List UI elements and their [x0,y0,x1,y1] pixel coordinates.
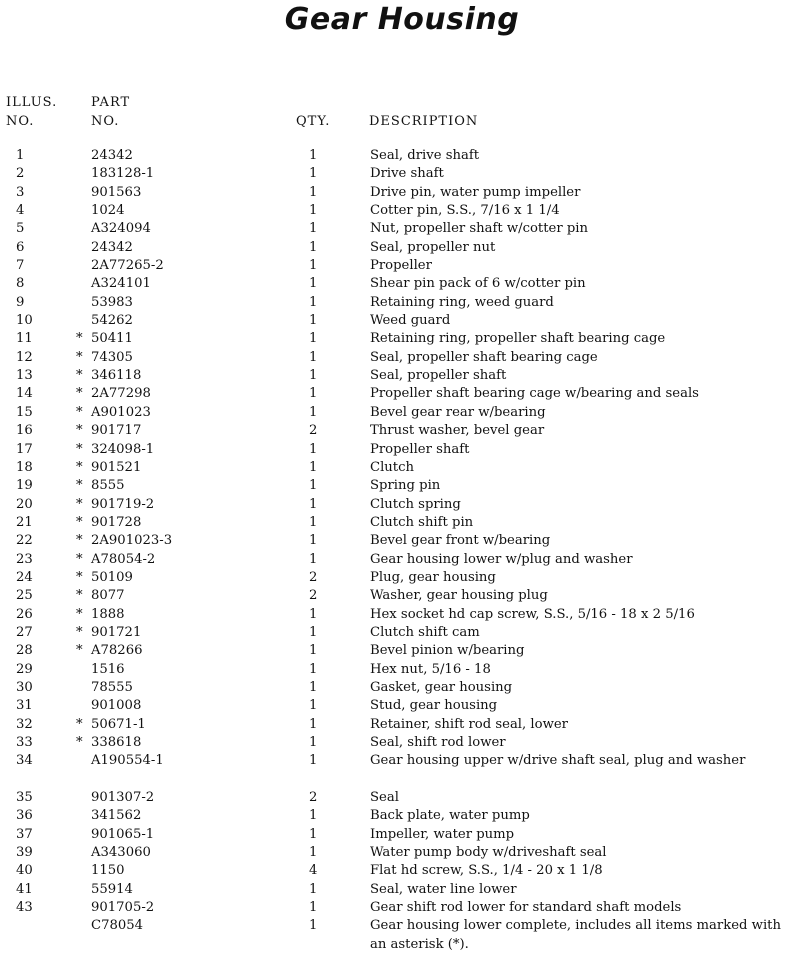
asterisk-mark: * [76,624,83,640]
description-cell: Back plate, water pump [370,808,530,824]
description-cell: Propeller [370,258,432,274]
qty-cell: 1 [309,918,318,934]
qty-cell: 1 [309,606,318,622]
illus-no-cell: 20 [16,496,33,512]
description-cell: Spring pin [370,478,441,494]
illus-no-cell: 17 [16,441,33,457]
illus-no-cell: 5 [16,221,25,237]
description-cell: Seal, propeller shaft bearing cage [370,349,598,365]
illus-no-cell: 4 [16,203,25,219]
qty-cell: 1 [309,753,318,769]
illus-no-cell: 26 [16,606,33,622]
part-no-cell: 901563 [91,184,142,200]
part-no-cell: 2A77265-2 [91,258,164,274]
table-row [0,367,804,385]
asterisk-mark: * [76,331,83,347]
part-no-cell: 901719-2 [91,496,155,512]
description-cell: Propeller shaft bearing cage w/bearing and seals [370,386,699,402]
illus-no-cell: 7 [16,258,25,274]
part-no-cell: 24342 [91,239,133,255]
part-no-cell: 338618 [91,735,142,750]
illus-no-cell: 32 [16,716,33,732]
description-cell: Thrust washer, bevel gear [370,423,545,439]
illus-no-cell: 3 [16,184,25,200]
part-no-cell: 901008 [91,698,142,714]
part-no-cell: 901521 [91,459,142,475]
table-row [0,862,804,880]
description-cell: Seal [370,790,399,806]
illus-no-cell: 13 [16,368,33,384]
part-no-cell: 324098-1 [91,441,155,457]
qty-cell: 1 [309,441,318,457]
header-illus-line1: ILLUS. [6,95,58,110]
header-part-no [91,93,130,131]
table-row [0,606,804,624]
description-cell: Flat hd screw, S.S., 1/4 - 20 x 1 1/8 [370,863,603,879]
qty-cell: 1 [309,881,318,897]
illus-no-cell: 30 [16,679,33,695]
asterisk-mark: * [76,735,83,750]
description-cell: Bevel gear rear w/bearing [370,404,546,420]
qty-cell: 1 [309,148,318,163]
part-no-cell: 901307-2 [91,790,155,806]
illus-no-cell: 12 [16,349,33,365]
description-cell: Cotter pin, S.S., 7/16 x 1 1/4 [370,203,560,219]
illus-no-cell: 2 [16,166,25,182]
table-row [0,477,804,495]
asterisk-mark: * [76,643,83,659]
part-no-cell: 901705-2 [91,900,155,916]
description-cell: Retaining ring, weed guard [370,294,554,310]
qty-cell: 1 [309,166,318,182]
description-cell: Seal, water line lower [370,881,517,897]
asterisk-mark: * [76,588,83,604]
qty-cell: 4 [309,863,318,879]
part-no-cell: 183128-1 [91,166,155,182]
description-cell: Drive shaft [370,166,444,182]
part-no-cell: 8077 [91,588,125,604]
part-no-cell: 50109 [91,569,133,585]
table-row [0,184,804,202]
description-cell: Gasket, gear housing [370,679,513,695]
description-cell: Impeller, water pump [370,826,515,842]
table-row [0,881,804,899]
header-qty: QTY. [296,114,331,129]
table-row [0,294,804,312]
qty-cell: 1 [309,239,318,255]
qty-cell: 1 [309,313,318,329]
table-row [0,220,804,238]
illus-no-cell: 31 [16,698,33,714]
illus-no-cell: 25 [16,588,33,604]
description-cell: Stud, gear housing [370,698,498,714]
illus-no-cell: 15 [16,404,33,420]
description-cell: Bevel gear front w/bearing [370,533,551,549]
qty-cell: 1 [309,698,318,714]
qty-cell: 1 [309,643,318,659]
asterisk-mark: * [76,349,83,365]
illus-no-cell: 28 [16,643,33,659]
illus-no-cell: 23 [16,551,33,567]
part-no-cell: 901065-1 [91,826,155,842]
illus-no-cell: 33 [16,735,33,750]
qty-cell: 2 [309,569,318,585]
table-row [0,734,804,752]
qty-cell: 1 [309,679,318,695]
description-cell: Seal, propeller shaft [370,368,507,384]
table-row [0,459,804,477]
table-row [0,514,804,532]
part-no-cell: 50411 [91,331,133,347]
page-title: Gear Housing [284,2,520,37]
illus-no-cell: 14 [16,386,33,402]
table-row [0,551,804,569]
illus-no-cell: 41 [16,881,33,897]
illus-no-cell: 21 [16,514,33,530]
description-cell: Hex nut, 5/16 - 18 [370,661,491,677]
illus-no-cell: 37 [16,826,33,842]
description-cell: Nut, propeller shaft w/cotter pin [370,221,588,237]
asterisk-mark: * [76,569,83,585]
qty-cell: 1 [309,368,318,384]
table-row [0,642,804,660]
header-description: DESCRIPTION [369,114,479,129]
table-row [0,532,804,550]
part-no-cell: 901717 [91,423,142,439]
table-row [0,349,804,367]
illus-no-cell: 19 [16,478,33,494]
table-row [0,165,804,183]
table-row [0,202,804,220]
asterisk-mark: * [76,404,83,420]
qty-cell: 1 [309,184,318,200]
description-cell: Bevel pinion w/bearing [370,643,525,659]
description-cell: Gear housing lower complete, includes all items marked with an asterisk (*). [370,918,781,952]
table-row [0,826,804,844]
qty-cell: 2 [309,790,318,806]
table-row [0,496,804,514]
description-cell: Hex socket hd cap screw, S.S., 5/16 - 18 x 2 5/16 [370,606,695,622]
table-row [0,239,804,257]
asterisk-mark: * [76,386,83,402]
description-cell: Clutch spring [370,496,461,512]
table-row [0,789,804,807]
part-no-cell: 74305 [91,349,133,365]
table-row [0,312,804,330]
description-cell: Drive pin, water pump impeller [370,184,581,200]
qty-cell: 1 [309,496,318,512]
qty-cell: 1 [309,294,318,310]
table-row [0,441,804,459]
qty-cell: 1 [309,624,318,640]
description-cell: Propeller shaft [370,441,470,457]
description-cell: Retainer, shift rod seal, lower [370,716,568,732]
qty-cell: 2 [309,588,318,604]
table-row [0,147,804,165]
description-cell: Clutch shift pin [370,514,474,530]
qty-cell: 1 [309,386,318,402]
header-illus-no [6,93,57,131]
part-no-cell: C78054 [91,918,144,934]
asterisk-mark: * [76,496,83,512]
part-no-cell: A324101 [91,276,151,292]
description-cell: Seal, shift rod lower [370,735,506,750]
table-row [0,752,804,789]
description-cell: Gear housing lower w/plug and washer [370,551,633,567]
illus-no-cell: 35 [16,790,33,806]
part-no-cell: A78266 [91,643,143,659]
part-no-cell: A190554-1 [91,753,164,769]
description-cell: Gear housing upper w/drive shaft seal, plug and washer [370,753,746,769]
part-no-cell: 8555 [91,478,125,494]
table-row [0,917,804,954]
qty-cell: 1 [309,533,318,549]
qty-cell: 1 [309,808,318,824]
part-no-cell: 2A901023-3 [91,533,173,549]
table-row [0,844,804,862]
table-row [0,716,804,734]
asterisk-mark: * [76,478,83,494]
qty-cell: 1 [309,258,318,274]
qty-cell: 1 [309,514,318,530]
asterisk-mark: * [76,368,83,384]
illus-no-cell: 29 [16,661,33,677]
qty-cell: 2 [309,423,318,439]
table-row [0,624,804,642]
asterisk-mark: * [76,441,83,457]
part-no-cell: 55914 [91,881,133,897]
qty-cell: 1 [309,459,318,475]
illus-no-cell: 10 [16,313,33,329]
part-no-cell: 1024 [91,203,125,219]
illus-no-cell: 27 [16,624,33,640]
description-cell: Water pump body w/driveshaft seal [370,845,607,861]
header-part-line1: PART [91,95,131,110]
table-row [0,587,804,605]
illus-no-cell: 6 [16,239,25,255]
asterisk-mark: * [76,423,83,439]
illus-no-cell: 40 [16,863,33,879]
qty-cell: 1 [309,551,318,567]
part-no-cell: 341562 [91,808,142,824]
illus-no-cell: 43 [16,900,33,916]
qty-cell: 1 [309,735,318,750]
part-no-cell: 346118 [91,368,142,384]
header-part-line2: NO. [91,114,120,129]
description-cell: Seal, propeller nut [370,239,496,255]
part-no-cell: 53983 [91,294,133,310]
illus-no-cell: 18 [16,459,33,475]
part-no-cell: 2A77298 [91,386,151,402]
description-cell: Retaining ring, propeller shaft bearing cage [370,331,666,347]
part-no-cell: A78054-2 [91,551,156,567]
part-no-cell: A901023 [91,404,151,420]
illus-no-cell: 16 [16,423,33,439]
illus-no-cell: 22 [16,533,33,549]
part-no-cell: 24342 [91,148,133,163]
qty-cell: 1 [309,661,318,677]
parts-table [0,147,804,954]
illus-no-cell: 11 [16,331,33,347]
illus-no-cell: 24 [16,569,33,585]
illus-no-cell: 39 [16,845,33,861]
description-cell: Plug, gear housing [370,569,496,585]
part-no-cell: 54262 [91,313,133,329]
illus-no-cell: 36 [16,808,33,824]
part-no-cell: 901721 [91,624,142,640]
description-cell: Washer, gear housing plug [370,588,548,604]
part-no-cell: 901728 [91,514,142,530]
description-cell: Clutch [370,459,414,475]
qty-cell: 1 [309,276,318,292]
part-no-cell: 78555 [91,679,133,695]
qty-cell: 1 [309,826,318,842]
asterisk-mark: * [76,716,83,732]
part-no-cell: 1150 [91,863,125,879]
qty-cell: 1 [309,221,318,237]
table-row [0,807,804,825]
qty-cell: 1 [309,478,318,494]
table-row [0,385,804,403]
description-cell: Gear shift rod lower for standard shaft models [370,900,682,916]
header-illus-line2: NO. [6,114,35,129]
qty-cell: 1 [309,900,318,916]
illus-no-cell: 9 [16,294,25,310]
description-cell: Shear pin pack of 6 w/cotter pin [370,276,586,292]
qty-cell: 1 [309,845,318,861]
illus-no-cell: 8 [16,276,25,292]
asterisk-mark: * [76,551,83,567]
asterisk-mark: * [76,459,83,475]
asterisk-mark: * [76,606,83,622]
table-row [0,569,804,587]
table-row [0,275,804,293]
table-row [0,257,804,275]
description-cell: Seal, drive shaft [370,148,480,163]
part-no-cell: A343060 [91,845,151,861]
asterisk-mark: * [76,533,83,549]
table-row [0,899,804,917]
table-row [0,330,804,348]
part-no-cell: 1516 [91,661,125,677]
illus-no-cell: 34 [16,753,33,769]
table-row [0,422,804,440]
qty-cell: 1 [309,404,318,420]
qty-cell: 1 [309,716,318,732]
qty-cell: 1 [309,349,318,365]
illus-no-cell: 1 [16,148,25,163]
table-row [0,697,804,715]
part-no-cell: 1888 [91,606,125,622]
description-cell: Weed guard [370,313,451,329]
qty-cell: 1 [309,203,318,219]
table-row [0,661,804,679]
asterisk-mark: * [76,514,83,530]
table-row [0,679,804,697]
qty-cell: 1 [309,331,318,347]
part-no-cell: A324094 [91,221,151,237]
description-cell: Clutch shift cam [370,624,480,640]
table-row [0,404,804,422]
part-no-cell: 50671-1 [91,716,146,732]
